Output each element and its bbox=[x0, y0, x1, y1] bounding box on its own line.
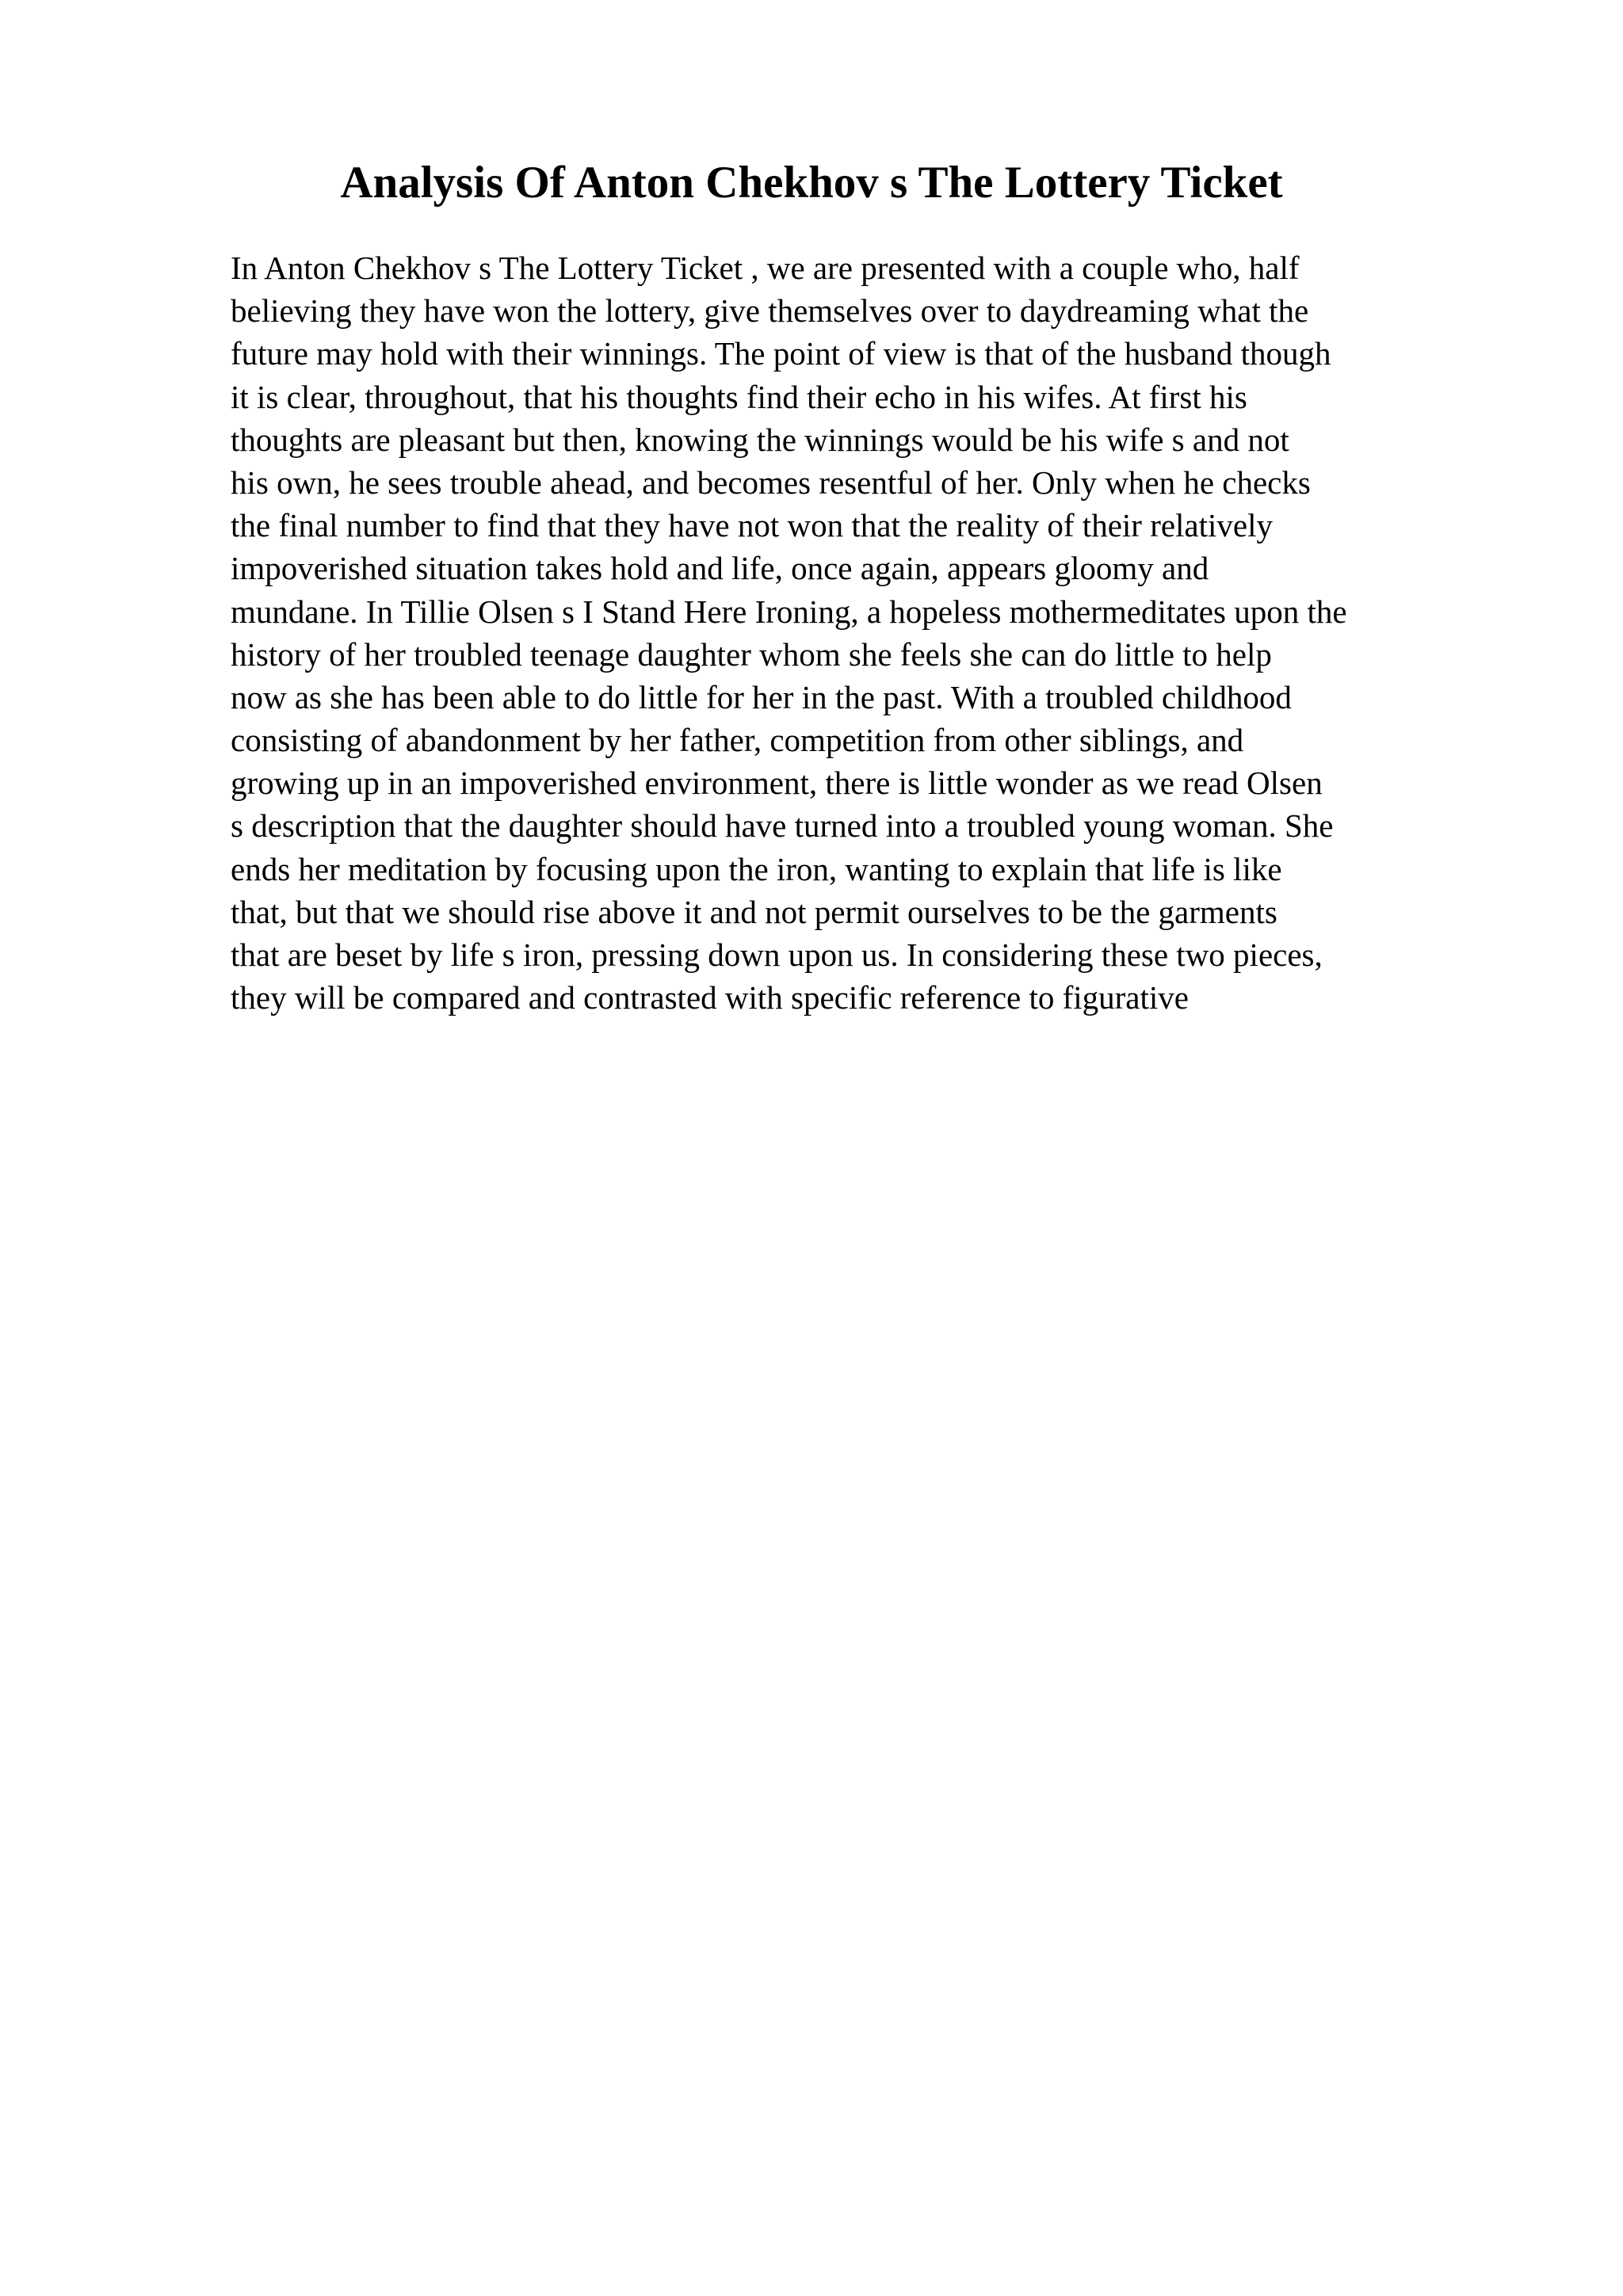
text-line: they will be compared and contrasted with specific reference to figurative bbox=[231, 979, 1189, 1016]
text-line: future may hold with their winnings. The point of view is that of the husband though bbox=[231, 335, 1331, 372]
text-line: thoughts are pleasant but then, knowing the winnings would be his wife s and not bbox=[231, 421, 1289, 458]
text-line: history of her troubled teenage daughter whom she feels she can do little to help bbox=[231, 635, 1272, 673]
body-paragraph bbox=[231, 246, 1514, 1019]
text-line: growing up in an impoverished environment, there is little wonder as we read Olsen bbox=[231, 765, 1323, 802]
text-line: that are beset by life s iron, pressing down upon us. In considering these two pieces, bbox=[231, 936, 1323, 973]
text-line: In Anton Chekhov s The Lottery Ticket , we are presented with a couple who, half bbox=[231, 250, 1300, 286]
text-line: it is clear, throughout, that his thoughts find their echo in his wifes. At first his bbox=[231, 378, 1247, 415]
text-line: his own, he sees trouble ahead, and becomes resentful of her. Only when he checks bbox=[231, 463, 1311, 501]
text-line: s description that the daughter should have turned into a troubled young woman. She bbox=[231, 807, 1334, 845]
text-line: now as she has been able to do little for her in the past. With a troubled childhood bbox=[231, 678, 1292, 715]
text-line: consisting of abandonment by her father, competition from other siblings, and bbox=[231, 722, 1244, 759]
text-line: mundane. In Tillie Olsen s I Stand Here Ironing, a hopeless mothermeditates upon the bbox=[231, 593, 1347, 630]
text-line: impoverished situation takes hold and life, once again, appears gloomy and bbox=[231, 550, 1209, 587]
page-title: Analysis Of Anton Chekhov s The Lottery Ticket bbox=[340, 158, 1283, 208]
text-line: the final number to find that they have not won that the reality of their relatively bbox=[231, 507, 1274, 544]
text-line: believing they have won the lottery, give themselves over to daydreaming what the bbox=[231, 292, 1309, 330]
text-line: ends her meditation by focusing upon the iron, wanting to explain that life is like bbox=[231, 850, 1282, 887]
text-line: that, but that we should rise above it and not permit ourselves to be the garments bbox=[231, 893, 1277, 930]
